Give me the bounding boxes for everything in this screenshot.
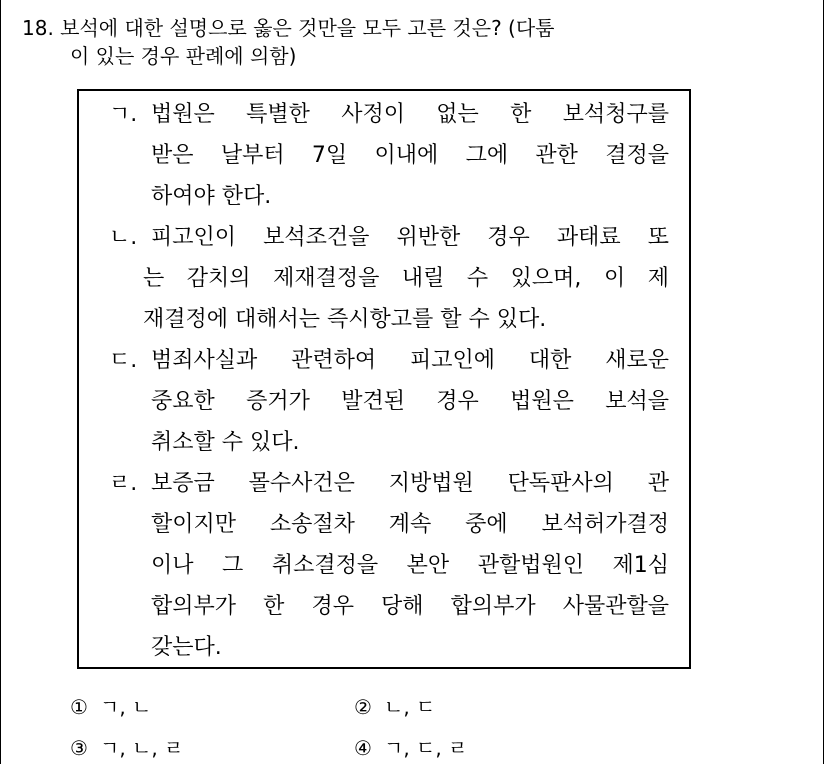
- choice-number: ③: [70, 736, 88, 760]
- statement-box: [77, 89, 691, 669]
- answer-choice-1[interactable]: [70, 693, 151, 721]
- statement-line: 하여야 한다.: [151, 184, 272, 209]
- choice-number: ④: [354, 736, 372, 760]
- statement-line: 취소할 수 있다.: [151, 430, 300, 455]
- statement-marker: ㄷ.: [109, 348, 138, 373]
- answer-choice-4[interactable]: [354, 734, 467, 762]
- statement-line: 피고인이 보석조건을 위반한 경우 과태료 또: [151, 225, 669, 250]
- page-border-right: [823, 0, 824, 764]
- statement-line: 할이지만 소송절차 계속 중에 보석허가결정: [151, 512, 669, 537]
- statement-marker: ㄴ.: [109, 225, 138, 250]
- page-border-left: [0, 0, 1, 764]
- statement-line: 범죄사실과 관련하여 피고인에 대한 새로운: [151, 348, 669, 373]
- statement-line: 합의부가 한 경우 당해 합의부가 사물관할을: [151, 594, 669, 619]
- choice-number: ①: [70, 695, 88, 719]
- choice-text: ㄱ, ㄴ, ㄹ: [100, 736, 184, 760]
- question-stem: [22, 14, 555, 42]
- question-text-line1: 보석에 대한 설명으로 옳은 것만을 모두 고른 것은? (다툼: [60, 16, 555, 40]
- question-number: 18.: [22, 16, 54, 40]
- answer-choice-2[interactable]: [354, 693, 435, 721]
- statement-marker: ㄱ.: [109, 102, 138, 127]
- statement-line: 중요한 증거가 발견된 경우 법원은 보석을: [151, 389, 669, 414]
- statement-line: 법원은 특별한 사정이 없는 한 보석청구를: [151, 102, 669, 127]
- answer-choice-3[interactable]: [70, 734, 183, 762]
- question-text-line2: 이 있는 경우 판례에 의함): [70, 44, 297, 68]
- choice-text: ㄱ, ㄴ: [100, 695, 152, 719]
- choice-text: ㄱ, ㄷ, ㄹ: [384, 736, 468, 760]
- statement-line: 받은 날부터 7일 이내에 그에 관한 결정을: [151, 143, 669, 168]
- statement-line: 이나 그 취소결정을 본안 관할법원인 제1심: [151, 553, 669, 578]
- statement-line: 는 감치의 제재결정을 내릴 수 있으며, 이 제: [143, 266, 669, 291]
- statement-line: 재결정에 대해서는 즉시항고를 할 수 있다.: [143, 307, 547, 332]
- statement-line: 갖는다.: [151, 635, 222, 660]
- choice-number: ②: [354, 695, 372, 719]
- choice-text: ㄴ, ㄷ: [384, 695, 436, 719]
- statement-marker: ㄹ.: [109, 471, 138, 496]
- statement-line: 보증금 몰수사건은 지방법원 단독판사의 관: [151, 471, 669, 496]
